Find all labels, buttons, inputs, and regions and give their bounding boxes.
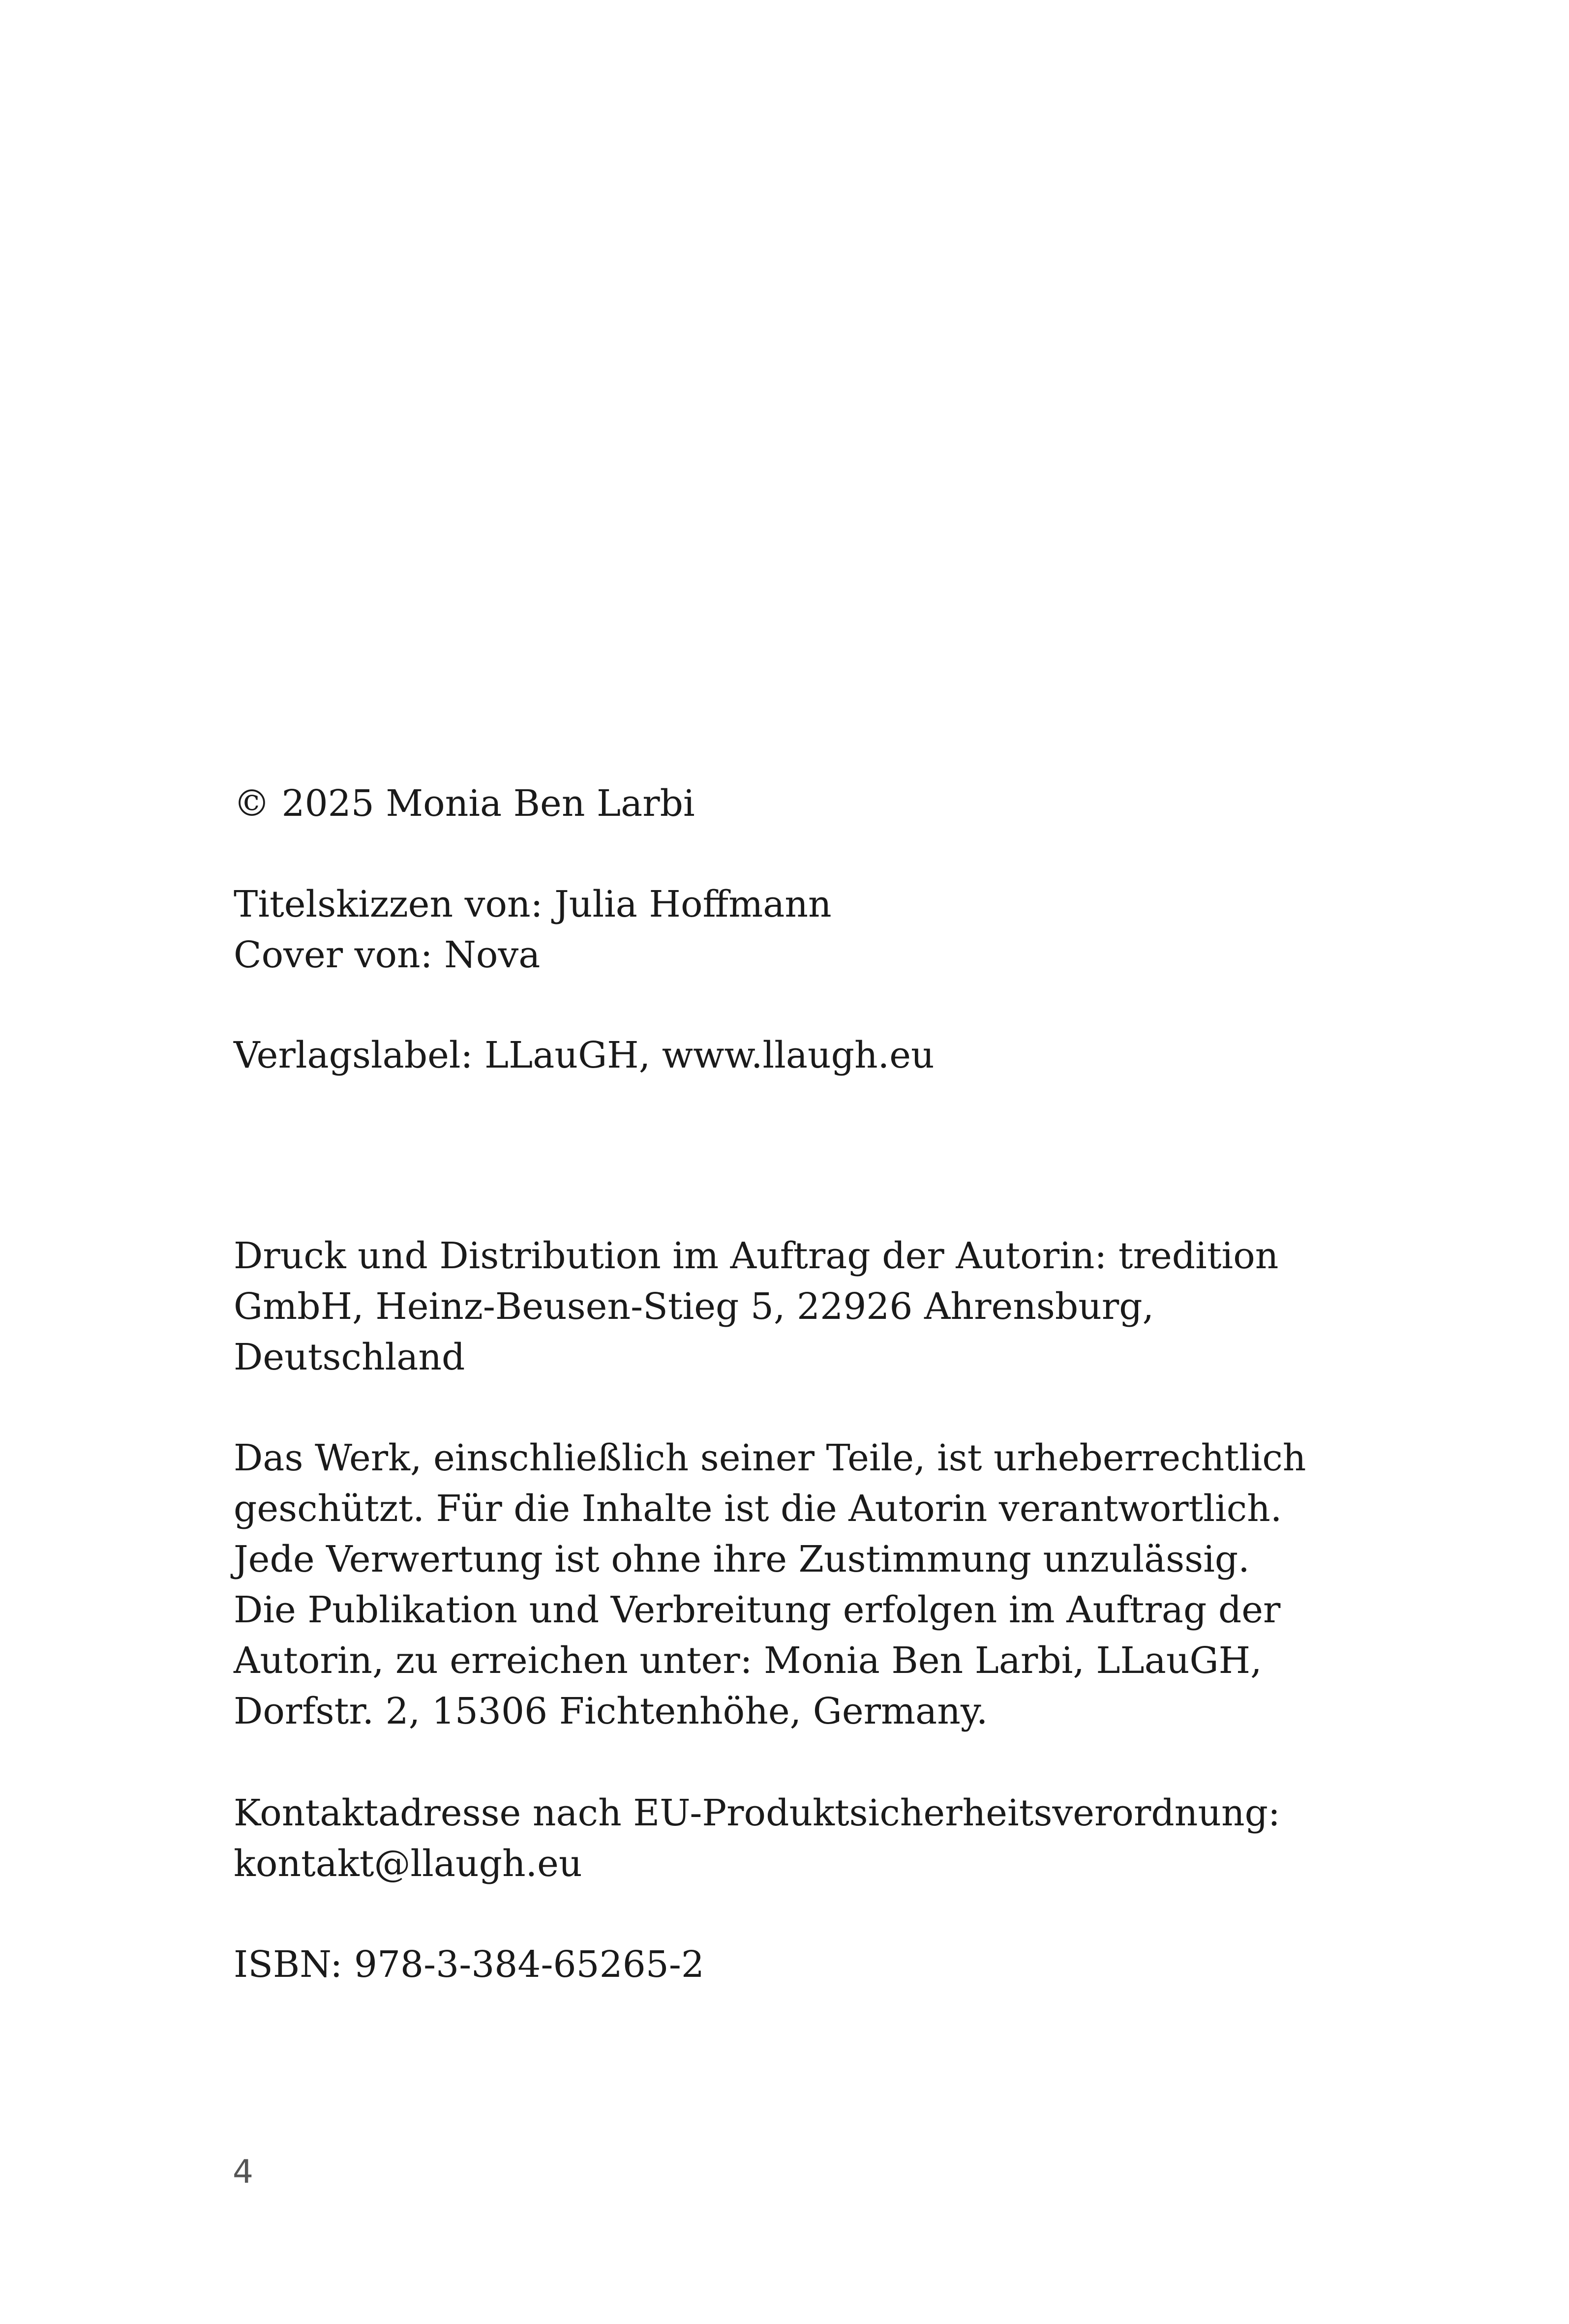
publisher-label <box>234 1030 1345 1081</box>
credits-block <box>234 879 1345 981</box>
publisher-label-line: Verlagslabel: LLauGH, www.llaugh.eu <box>234 1034 935 1076</box>
cover-credit: Cover von: Nova <box>234 934 541 976</box>
contact-block <box>234 1788 1345 1889</box>
printer-line: Deutschland <box>234 1336 465 1378</box>
legal-line: Jede Verwertung ist ohne ihre Zustimmung unzulässig. <box>234 1538 1250 1580</box>
copyright-line: © 2025 Monia Ben Larbi <box>234 782 695 825</box>
legal-line: Dorfstr. 2, 15306 Fichtenhöhe, Germany. <box>234 1690 988 1732</box>
legal-line: Die Publikation und Verbreitung erfolgen im Auftrag der <box>234 1589 1281 1631</box>
isbn-line: ISBN: 978-3-384-65265-2 <box>234 1943 704 1986</box>
copyright-notice <box>234 778 1345 829</box>
legal-line: Autorin, zu erreichen unter: Monia Ben Larbi, LLauGH, <box>234 1639 1262 1682</box>
legal-line: geschützt. Für die Inhalte ist die Autorin verantwortlich. <box>234 1488 1282 1530</box>
title-sketches-credit: Titelskizzen von: Julia Hoffmann <box>234 883 832 925</box>
isbn <box>234 1939 1345 1990</box>
contact-line: Kontaktadresse nach EU-Produktsicherheitsverordnung: <box>234 1792 1280 1834</box>
contact-email: kontakt@llaugh.eu <box>234 1843 582 1885</box>
legal-line: Das Werk, einschließlich seiner Teile, ist urheberrechtlich <box>234 1437 1306 1479</box>
copyright-legal-block <box>234 1433 1345 1737</box>
page-number: 4 <box>233 2153 253 2191</box>
printer-line: Druck und Distribution im Auftrag der Autorin: tredition <box>234 1235 1279 1277</box>
printer-distribution-block <box>234 1231 1345 1383</box>
printer-line: GmbH, Heinz-Beusen-Stieg 5, 22926 Ahrensburg, <box>234 1285 1154 1328</box>
